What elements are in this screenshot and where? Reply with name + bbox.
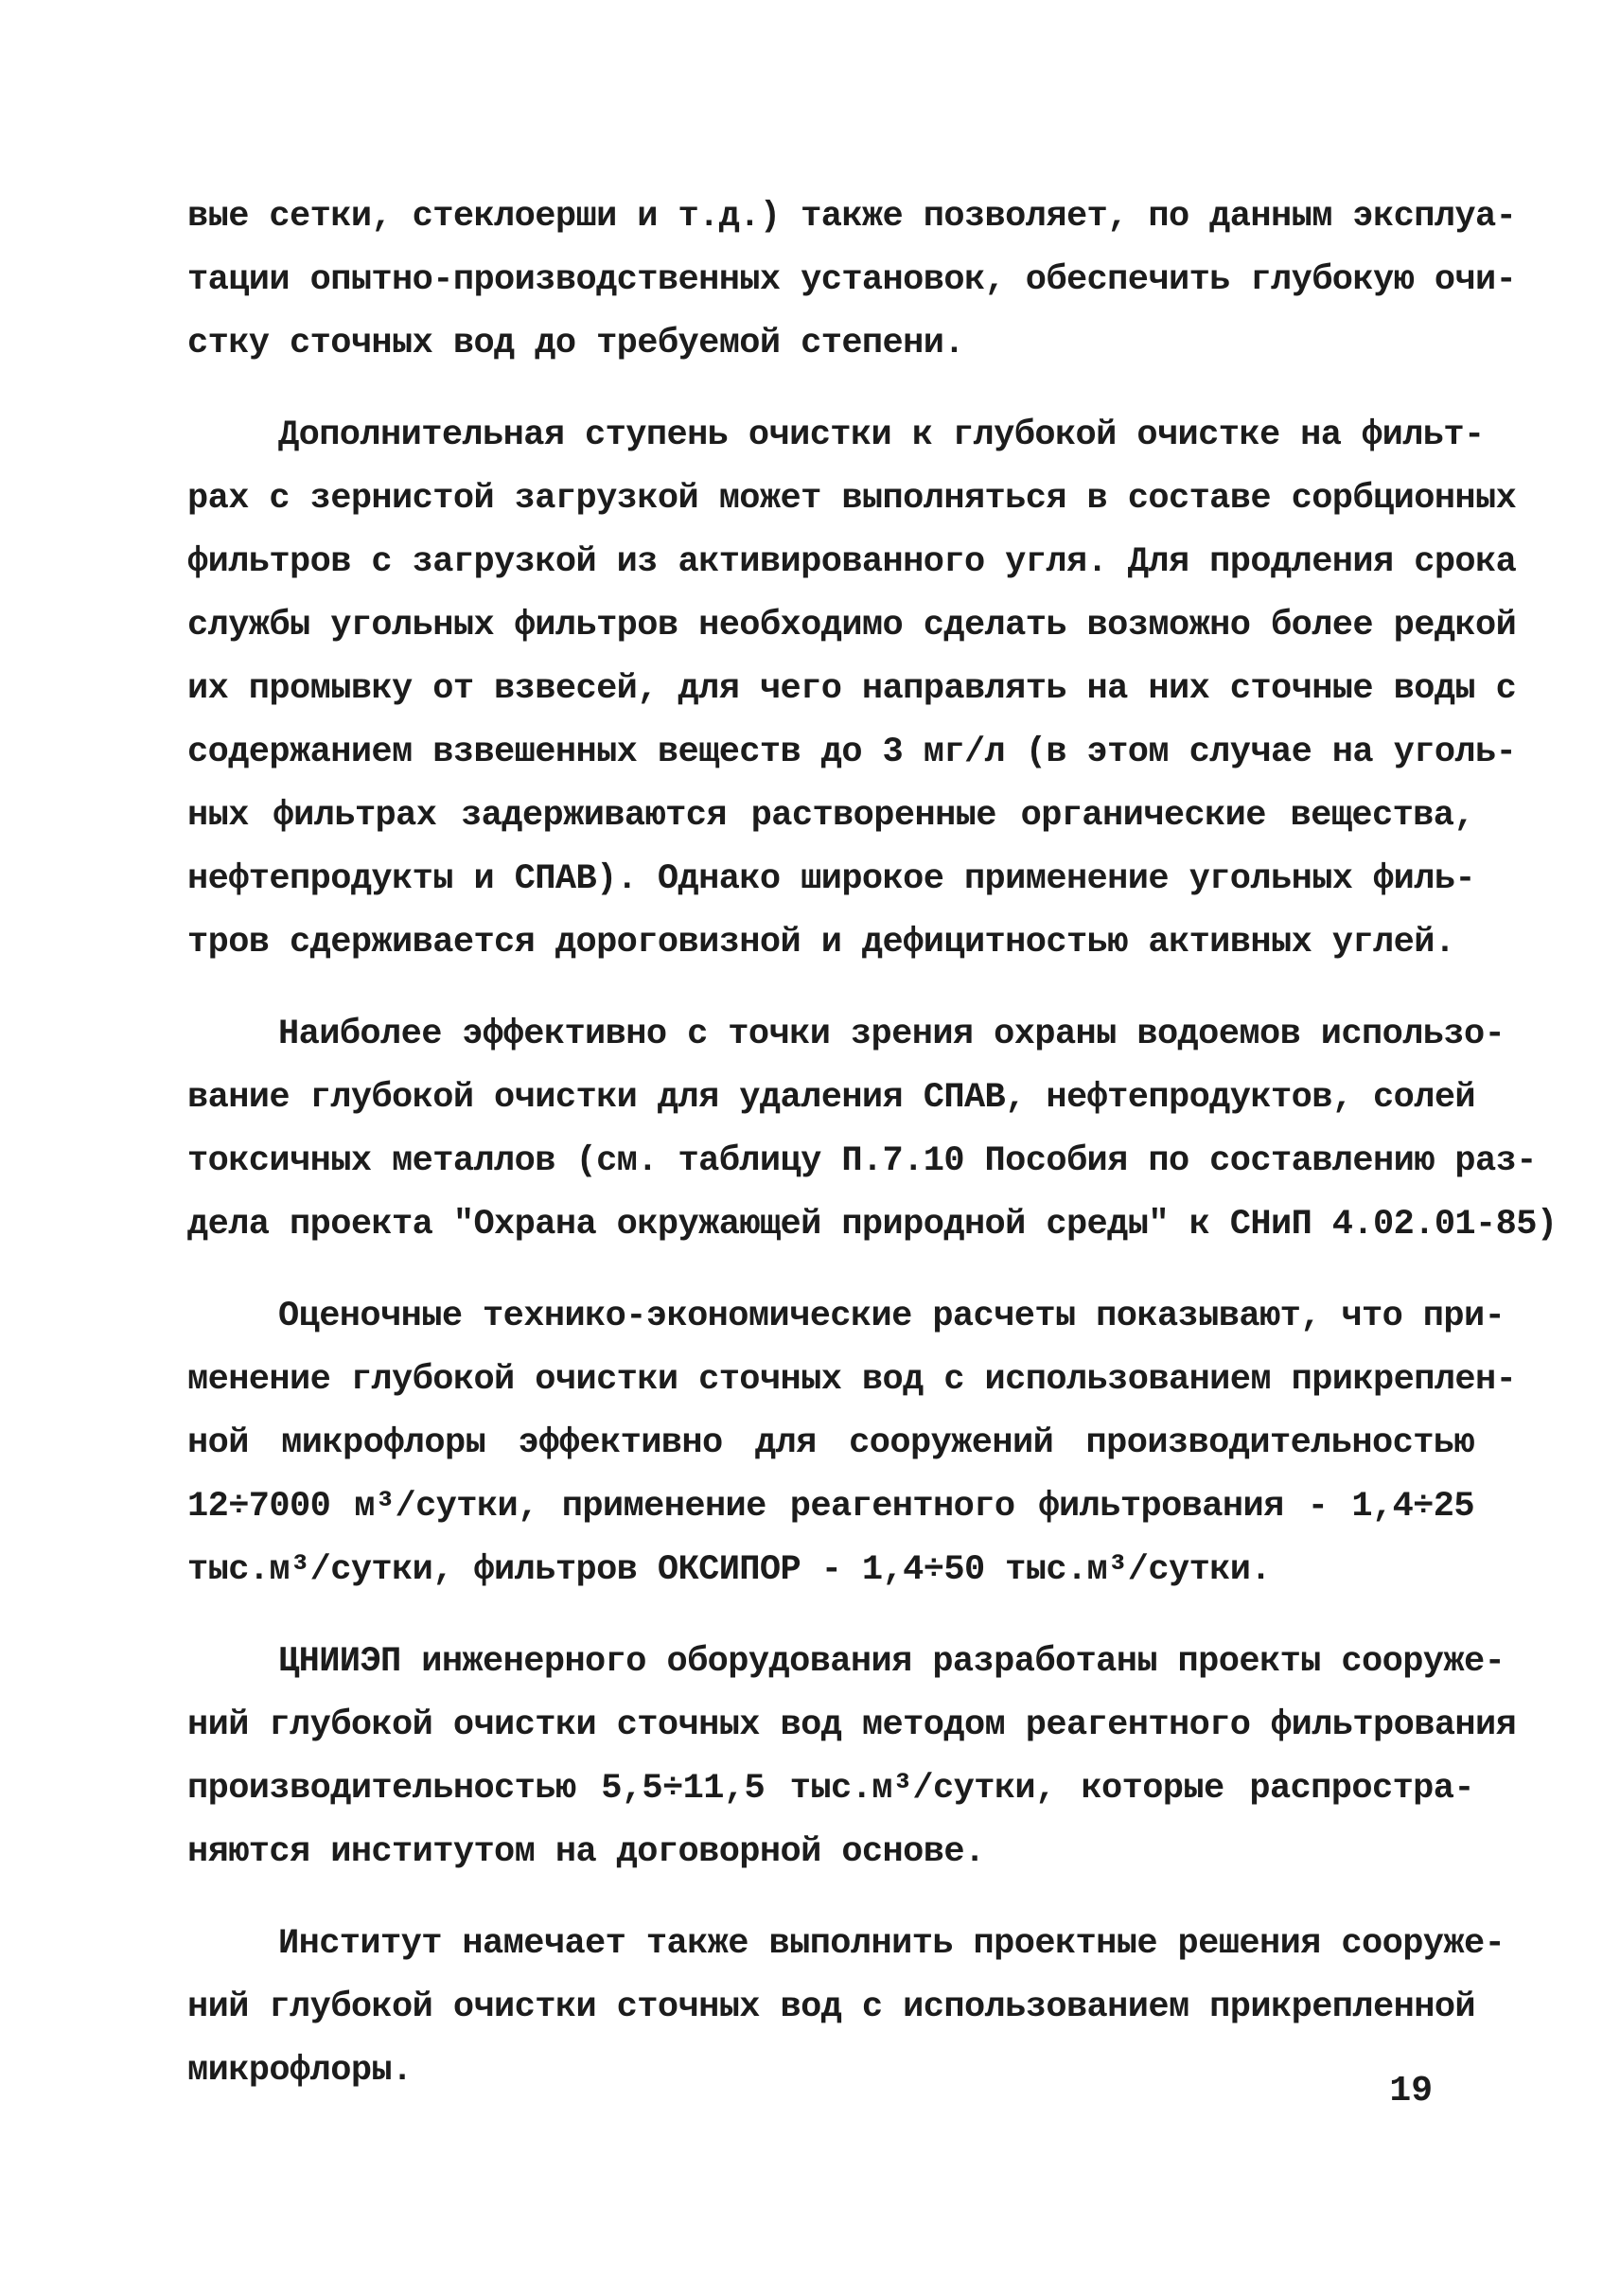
- text-line: нефтепродукты и СПАВ). Однако широкое применение угольных филь-: [187, 859, 1476, 899]
- text-line: фильтров с загрузкой из активированного угля. Для продления срока: [187, 542, 1517, 582]
- page-number: 19: [1389, 2071, 1433, 2111]
- text-line: няются институтом на договорной основе.: [187, 1832, 985, 1872]
- text-line: тыс.м³/сутки, фильтров ОКСИПОР - 1,4÷50 тыс.м³/сутки.: [187, 1550, 1271, 1590]
- paragraph: [187, 1285, 1517, 1602]
- text-line: тров сдерживается дороговизной и дефицитностью активных углей.: [187, 923, 1455, 963]
- text-line: тации опытно-производственных установок, обеспечить глубокую очи-: [187, 260, 1517, 300]
- text-line: ний глубокой очистки сточных вод с использованием прикрепленной: [187, 1987, 1476, 2027]
- text-line: вание глубокой очистки для удаления СПАВ, нефтепродуктов, солей: [187, 1078, 1476, 1118]
- text-line: ЦНИИЭП инженерного оборудования разработаны проекты сооруже-: [278, 1642, 1506, 1682]
- text-line: их промывку от взвесей, для чего направлять на них сточные воды с: [187, 669, 1517, 709]
- text-line: производительностью 5,5÷11,5 тыс.м³/сутки, которые распростра-: [187, 1769, 1474, 1809]
- text-line: рах с зернистой загрузкой может выполняться в составе сорбционных: [187, 479, 1517, 519]
- text-line: 12÷7000 м³/сутки, применение реагентного фильтрования - 1,4÷25: [187, 1487, 1474, 1527]
- text-line: Дополнительная ступень очистки к глубокой очистке на фильт-: [278, 415, 1485, 455]
- paragraph: [187, 404, 1517, 975]
- text-line: Оценочные технико-экономические расчеты показывают, что при-: [278, 1297, 1506, 1336]
- paragraph: [187, 1631, 1517, 1884]
- text-line: менение глубокой очистки сточных вод с использованием прикреплен-: [187, 1360, 1517, 1400]
- paragraph: [187, 1913, 1506, 2103]
- paragraph: [187, 185, 1517, 376]
- text-line: токсичных металлов (см. таблицу П.7.10 Пособия по составлению раз-: [187, 1141, 1537, 1181]
- text-line: службы угольных фильтров необходимо сделать возможно более редкой: [187, 606, 1517, 645]
- text-line: стку сточных вод до требуемой степени.: [187, 324, 964, 363]
- text-line: микрофлоры.: [187, 2051, 413, 2091]
- text-line: вые сетки, стеклоерши и т.д.) также позволяет, по данным эксплуа-: [187, 197, 1517, 237]
- text-line: Наиболее эффективно с точки зрения охраны водоемов использо-: [278, 1015, 1506, 1054]
- text-line: дела проекта "Охрана окружающей природной среды" к СНиП 4.02.01-85): [187, 1205, 1558, 1245]
- body-text: [187, 185, 1558, 2103]
- text-line: ных фильтрах задерживаются растворенные органические вещества,: [187, 796, 1474, 836]
- text-line: ной микрофлоры эффективно для сооружений производительностью: [187, 1423, 1474, 1463]
- paragraph: [187, 1003, 1558, 1257]
- text-line: содержанием взвешенных веществ до 3 мг/л (в этом случае на уголь-: [187, 733, 1517, 772]
- text-line: Институт намечает также выполнить проектные решения сооруже-: [278, 1924, 1506, 1964]
- text-line: ний глубокой очистки сточных вод методом реагентного фильтрования: [187, 1705, 1517, 1745]
